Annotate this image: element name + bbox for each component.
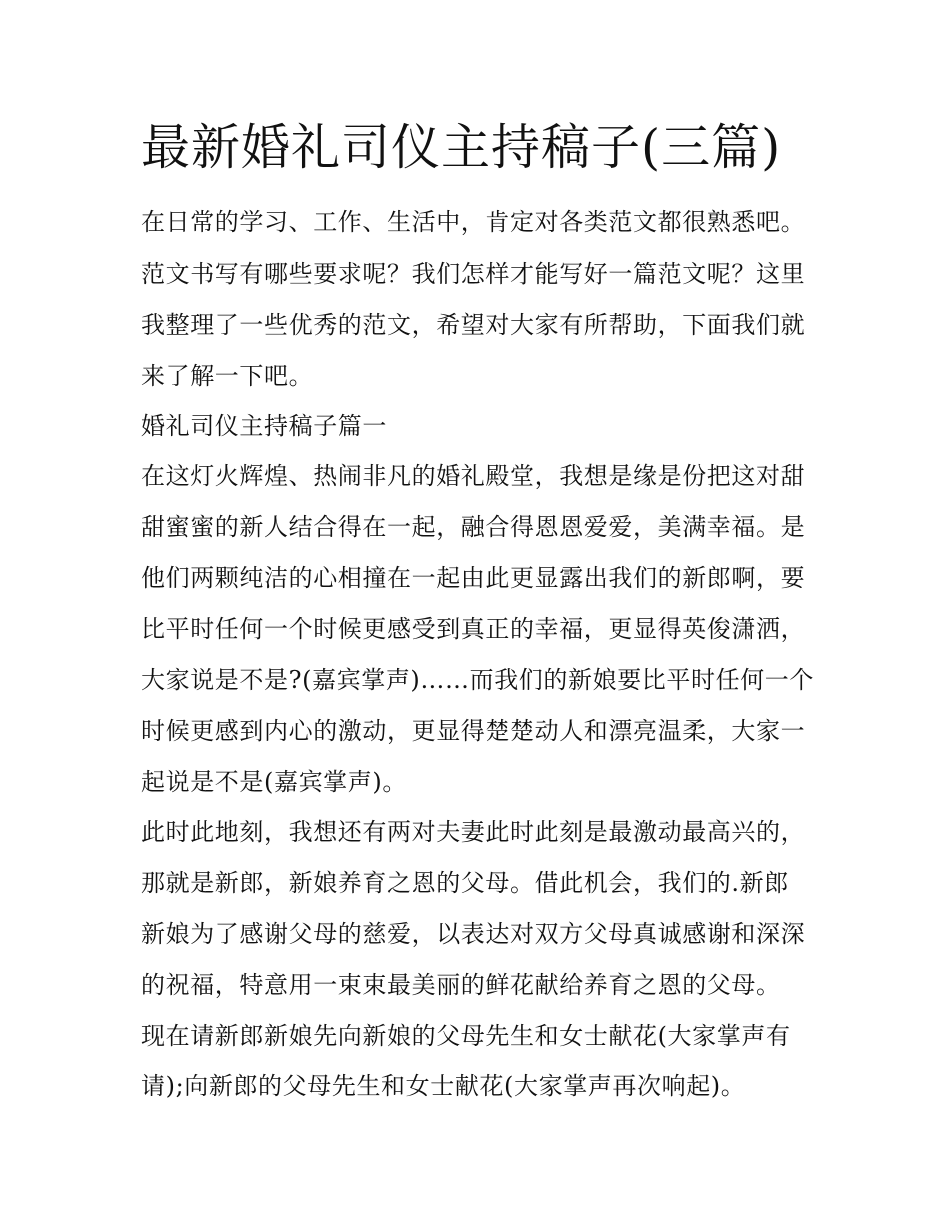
text-line: 在这灯火辉煌、热闹非凡的婚礼殿堂，我想是缘是份把这对甜 <box>141 462 806 490</box>
text-line: 那就是新郎，新娘养育之恩的父母。借此机会，我们的.新郎 <box>141 869 789 897</box>
text-line: 此时此地刻，我想还有两对夫妻此时此刻是最激动最高兴的， <box>141 818 806 846</box>
text-line: 现在请新郎新娘先向新娘的父母先生和女士献花(大家掌声有 <box>141 1022 791 1050</box>
text-line: 甜蜜蜜的新人结合得在一起，融合得恩恩爱爱，美满幸福。是 <box>141 513 806 541</box>
text-line: 范文书写有哪些要求呢？我们怎样才能写好一篇范文呢？这里 <box>141 260 806 288</box>
text-line: 在日常的学习、工作、生活中，肯定对各类范文都很熟悉吧。 <box>141 208 806 236</box>
text-line: 新娘为了感谢父母的慈爱，以表达对双方父母真诚感谢和深深 <box>141 920 806 948</box>
document-title: 最新婚礼司仪主持稿子(三篇) <box>141 119 782 176</box>
text-line: 时候更感到内心的激动，更显得楚楚动人和漂亮温柔，大家一 <box>141 717 806 745</box>
text-line: 比平时任何一个时候更感受到真正的幸福，更显得英俊潇洒， <box>141 615 806 643</box>
text-line: 的祝福，特意用一束束最美丽的鲜花献给养育之恩的父母。 <box>141 971 781 999</box>
text-line: 他们两颗纯洁的心相撞在一起由此更显露出我们的新郎啊，要 <box>141 564 806 592</box>
text-line: 起说是不是(嘉宾掌声)。 <box>141 768 407 796</box>
text-line: 请);向新郎的父母先生和女士献花(大家掌声再次响起)。 <box>141 1072 746 1100</box>
text-line: 来了解一下吧。 <box>141 362 314 390</box>
text-line: 我整理了一些优秀的范文，希望对大家有所帮助，下面我们就 <box>141 311 806 339</box>
section-heading: 婚礼司仪主持稿子篇一 <box>141 412 387 440</box>
text-line: 大家说是不是?(嘉宾掌声)……而我们的新娘要比平时任何一个 <box>141 666 814 694</box>
